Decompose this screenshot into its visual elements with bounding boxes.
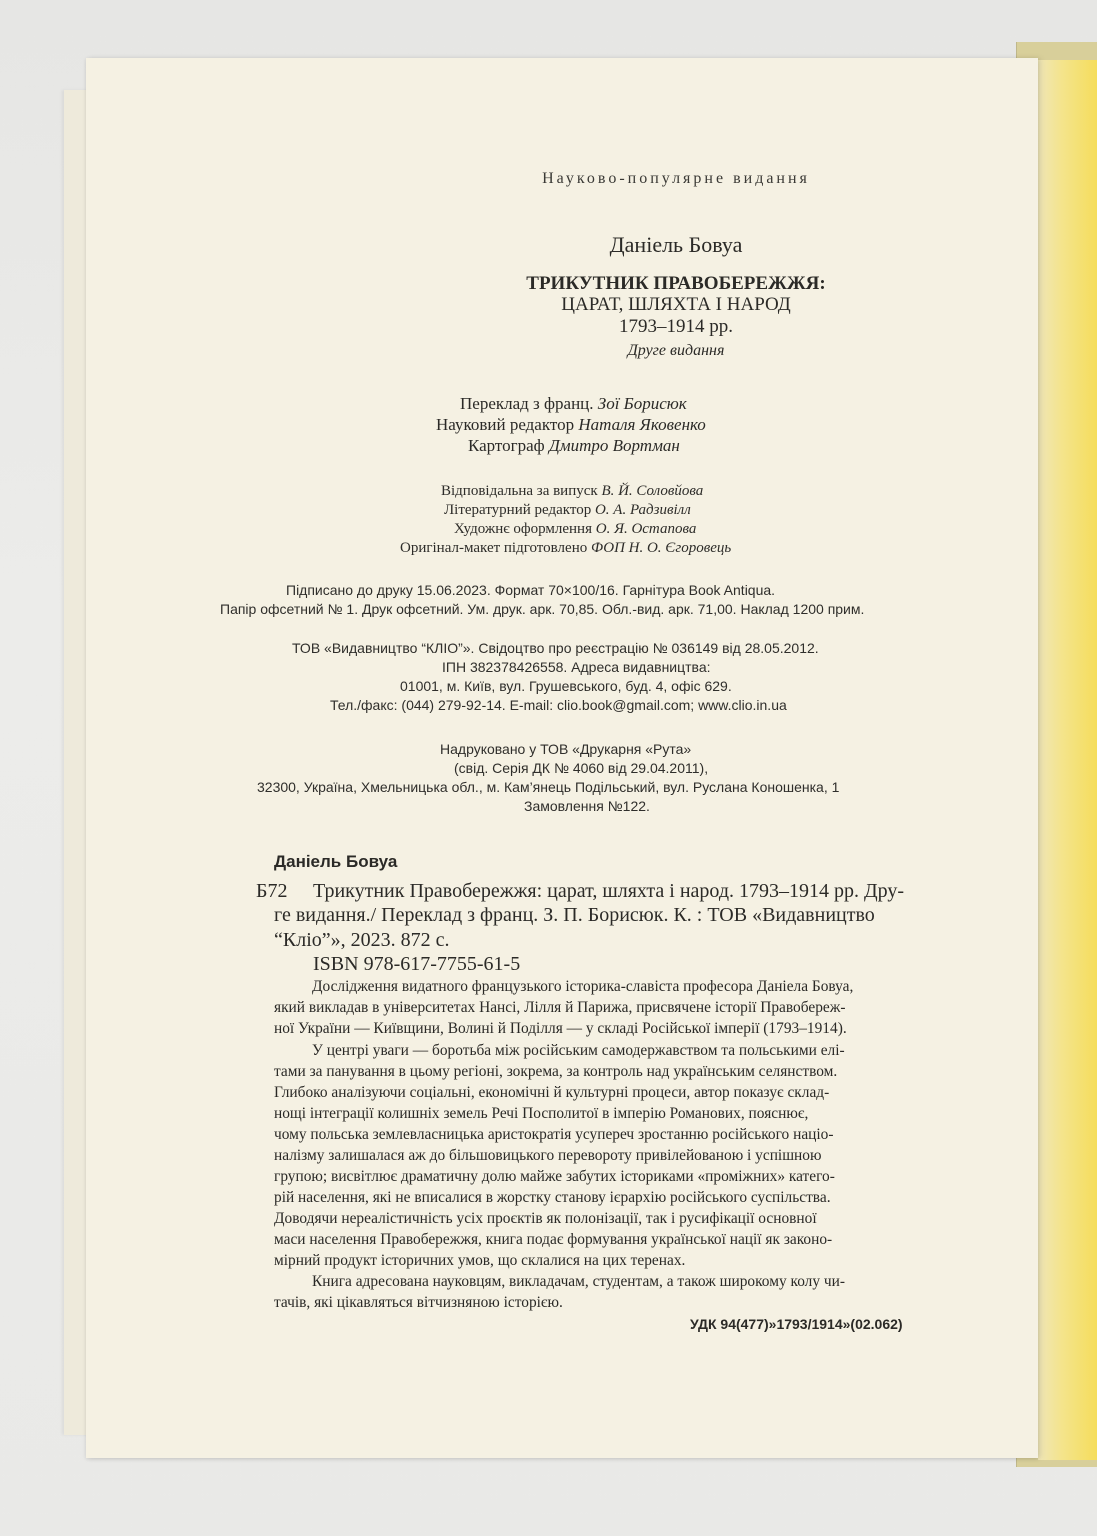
credit-translator xyxy=(460,394,687,414)
staff-role: Літературний редактор xyxy=(444,502,592,518)
author-name: Даніель Бовуа xyxy=(609,232,743,257)
abstract-line: маси населення Правобережжя, книга подає формування української нації як законо- xyxy=(274,1231,833,1248)
staff-person: В. Й. Соловйова xyxy=(601,483,704,499)
staff-role: Відповідальна за випуск xyxy=(441,483,598,499)
publisher-line: 01001, м. Київ, вул. Грушевського, буд. 4, офіс 629. xyxy=(400,678,732,694)
responsible-release xyxy=(441,483,703,500)
abstract-line: тачів, які цікавляться вітчизняною історією. xyxy=(274,1294,563,1311)
series-label: Науково-популярне видання xyxy=(542,170,810,187)
publisher-line: ТОВ «Видавництво “КЛІО”». Свідоцтво про реєстрацію № 036149 від 28.05.2012. xyxy=(292,640,819,656)
abstract-line: Книга адресована науковцям, викладачам, студентам, а також широкому колу чи- xyxy=(312,1273,846,1290)
printer-line: (свід. Серія ДК № 4060 від 29.04.2011), xyxy=(454,760,709,776)
catalog-description-line: “Кліо”», 2023. 872 с. xyxy=(274,929,450,951)
print-info-line: Підписано до друку 15.06.2023. Формат 70×100/16. Гарнітура Book Antiqua. xyxy=(286,582,776,598)
staff-person: О. Я. Остапова xyxy=(595,521,697,537)
credit-person: Зої Борисюк xyxy=(597,394,687,413)
staff-person: О. А. Радзивілл xyxy=(594,502,691,518)
abstract-line: ної України — Київщини, Волині й Поділля — у складі Російської імперії (1793–1914). xyxy=(274,1020,847,1037)
book-cover-yellow-edge xyxy=(1038,60,1097,1460)
isbn: ISBN 978-617-7755-61-5 xyxy=(313,953,521,975)
catalog-author: Даніель Бовуа xyxy=(274,852,398,871)
credit-role: Переклад з франц. xyxy=(460,394,594,413)
credit-cartographer xyxy=(468,436,680,456)
abstract-line: нощі інтеграції колишніх земель Речі Посполитої в імперію Романових, пояснює, xyxy=(274,1105,809,1122)
credit-person: Наталя Яковенко xyxy=(578,415,706,434)
printer-line: Замовлення №122. xyxy=(524,798,650,814)
abstract-line: мірний продукт історичних умов, що склалися на цих теренах. xyxy=(274,1252,686,1269)
book-title-line-2: ЦАРАТ, ШЛЯХТА І НАРОД xyxy=(561,294,791,315)
credit-scientific-editor xyxy=(436,415,706,435)
abstract-line: рій населення, які не вписалися в жорстку станову ієрархію російського суспільства. xyxy=(274,1189,831,1206)
credit-role: Картограф xyxy=(468,436,545,455)
abstract-line: Глибоко аналізуючи соціальні, економічні й культурні процеси, автор показує склад- xyxy=(274,1084,830,1101)
responsible-literary-editor xyxy=(444,502,691,519)
catalog-code: Б72 xyxy=(256,880,288,902)
publisher-line: Тел./факс: (044) 279-92-14. E-mail: clio.book@gmail.com; www.clio.in.ua xyxy=(330,697,787,713)
credit-role: Науковий редактор xyxy=(436,415,575,434)
imprint-page xyxy=(86,58,1038,1458)
printer-line: Надруковано у ТОВ «Друкарня «Рута» xyxy=(440,741,692,757)
responsible-layout xyxy=(400,540,731,557)
udk-code: УДК 94(477)»1793/1914»(02.062) xyxy=(690,1316,903,1332)
book-title-line-1: ТРИКУТНИК ПРАВОБЕРЕЖЖЯ: xyxy=(526,273,826,294)
catalog-description-line: ге видання./ Переклад з франц. З. П. Борисюк. К. : ТОВ «Видавництво xyxy=(274,904,875,926)
abstract-line: тами за панування в цьому регіоні, зокрема, за контроль над українським селянством. xyxy=(274,1063,838,1080)
book-years: 1793–1914 рр. xyxy=(619,316,733,337)
abstract-line: чому польська землевласницька аристократія усупереч зростанню російського націо- xyxy=(274,1126,834,1143)
abstract-line: який викладав в університетах Нансі, Лілля й Парижа, присвячене історії Правобереж- xyxy=(274,999,846,1016)
responsible-design xyxy=(454,521,696,538)
catalog-description-line: Трикутник Правобережжя: царат, шляхта і народ. 1793–1914 рр. Дру- xyxy=(313,880,905,902)
publisher-line: ІПН 382378426558. Адреса видавництва: xyxy=(442,659,711,675)
printer-line: 32300, Україна, Хмельницька обл., м. Кам’янець Подільський, вул. Руслана Коношенка, 1 xyxy=(257,779,840,795)
staff-role: Оригінал-макет підготовлено xyxy=(400,540,588,556)
abstract-line: групою; висвітлює драматичну долю майже забутих істориками «проміжних» катего- xyxy=(274,1168,835,1185)
print-info-line: Папір офсетний № 1. Друк офсетний. Ум. друк. арк. 70,85. Обл.-вид. арк. 71,00. Наклад 1200 прим. xyxy=(220,601,865,617)
abstract-line: У центрі уваги — боротьба між російським самодержавством та польськими елі- xyxy=(312,1042,845,1059)
staff-role: Художнє оформлення xyxy=(454,521,592,537)
abstract-line: Доводячи нереалістичність усіх проєктів як полонізації, так і русифікації основної xyxy=(274,1210,817,1227)
abstract-line: налізму залишалася аж до більшовицького перевороту привілейованою і успішною xyxy=(274,1147,822,1164)
staff-person: ФОП Н. О. Єгоровець xyxy=(590,540,732,556)
credit-person: Дмитро Вортман xyxy=(548,436,680,455)
edition-label: Друге видання xyxy=(627,342,725,359)
abstract-line: Дослідження видатного французького історика-славіста професора Даніела Бовуа, xyxy=(312,978,854,995)
